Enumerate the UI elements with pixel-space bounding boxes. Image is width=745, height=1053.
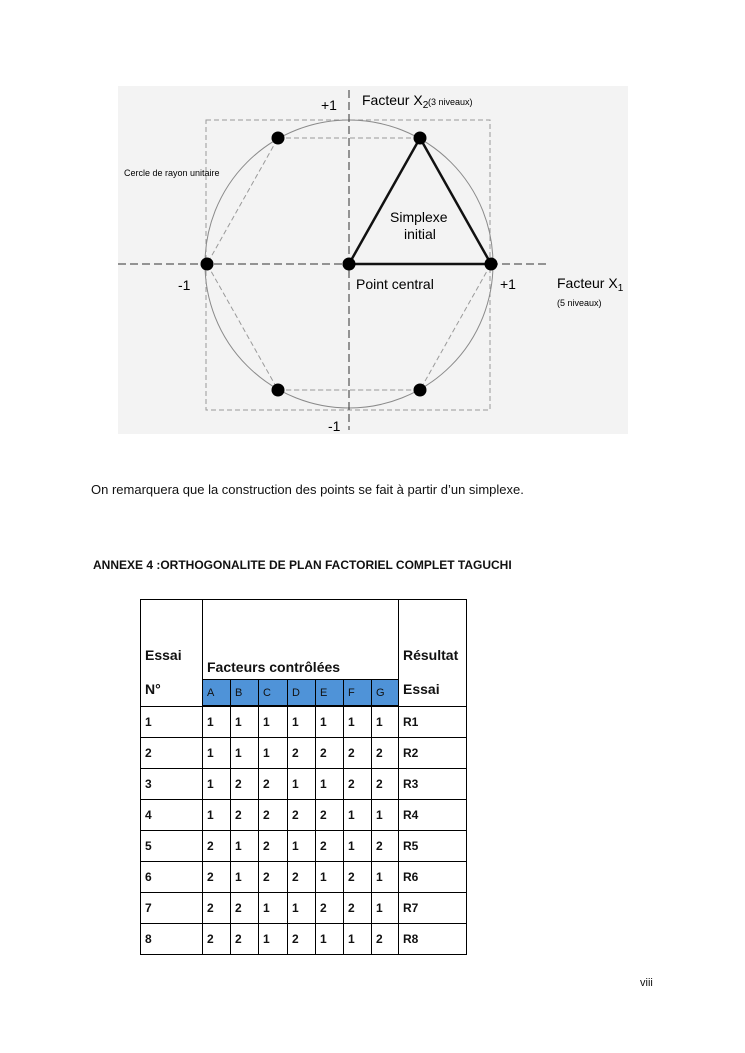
table-row	[141, 831, 467, 862]
result-cell: R2	[399, 738, 467, 769]
caption-text: On remarquera que la construction des points se fait à partir d’un simplexe.	[91, 482, 524, 497]
factor-level-cell: 2	[372, 738, 399, 769]
factor-level-cell: 2	[316, 831, 344, 862]
result-cell: R6	[399, 862, 467, 893]
factor-letter-cell: F	[344, 680, 372, 706]
factor-level-cell: 1	[344, 831, 372, 862]
factor-level-cell: 1	[203, 738, 231, 769]
point-right	[485, 258, 498, 271]
simplex-label-line2: initial	[404, 226, 436, 242]
factor-level-cell: 2	[203, 924, 231, 955]
essai-header-line1: Essai	[145, 647, 182, 663]
factor-level-cell: 2	[372, 831, 399, 862]
factor-level-cell: 1	[231, 707, 259, 738]
table-row	[141, 707, 467, 738]
factor-level-cell: 1	[316, 769, 344, 800]
table-row	[141, 893, 467, 924]
result-header-line2: Essai	[403, 681, 440, 697]
factor-level-cell: 1	[259, 893, 288, 924]
table-row	[141, 738, 467, 769]
y-axis-label: Facteur $X_2$	[362, 92, 429, 111]
factor-level-cell: 1	[372, 707, 399, 738]
factor-level-cell: 1	[344, 924, 372, 955]
simplex-label-line1: Simplexe	[390, 209, 448, 225]
factor-level-cell: 2	[259, 769, 288, 800]
point-top-left	[272, 132, 285, 145]
result-cell: R1	[399, 707, 467, 738]
factor-level-cell: 2	[288, 924, 316, 955]
factor-level-cell: 2	[231, 893, 259, 924]
point-bottom-right	[414, 384, 427, 397]
tick-minus1-bottom: -1	[328, 418, 341, 434]
table-row	[141, 769, 467, 800]
factor-level-cell: 1	[203, 707, 231, 738]
factor-level-cell: 2	[344, 769, 372, 800]
factor-level-cell: 1	[316, 924, 344, 955]
factor-letter-cell: B	[231, 680, 259, 706]
tick-plus1-right: +1	[500, 276, 516, 292]
factor-level-cell: 2	[288, 862, 316, 893]
factor-level-cell: 2	[372, 769, 399, 800]
result-cell: R4	[399, 800, 467, 831]
factor-letter-cell: D	[288, 680, 316, 706]
factor-letter-cell: G	[372, 680, 399, 706]
result-cell: R3	[399, 769, 467, 800]
factor-level-cell: 2	[372, 924, 399, 955]
factor-level-cell: 2	[316, 738, 344, 769]
table-row	[141, 924, 467, 955]
factor-level-cell: 2	[259, 800, 288, 831]
essai-header-line2: N°	[145, 681, 161, 697]
point-center	[343, 258, 356, 271]
factor-level-cell: 2	[203, 862, 231, 893]
essai-number-cell: 4	[141, 800, 203, 831]
factor-letter-cell: A	[203, 680, 231, 706]
factor-level-cell: 2	[316, 893, 344, 924]
factor-level-cell: 2	[259, 862, 288, 893]
essai-number-cell: 5	[141, 831, 203, 862]
x-axis-label: Facteur $X_1$	[557, 275, 624, 294]
factor-level-cell: 2	[259, 831, 288, 862]
factor-level-cell: 1	[372, 893, 399, 924]
factor-level-cell: 1	[259, 738, 288, 769]
factor-level-cell: 1	[203, 769, 231, 800]
factor-level-cell: 1	[316, 707, 344, 738]
x-axis-levels: (5 niveaux)	[557, 298, 602, 308]
factor-level-cell: 2	[344, 738, 372, 769]
factor-level-cell: 1	[344, 800, 372, 831]
page-number: viii	[640, 977, 653, 989]
point-left	[201, 258, 214, 271]
point-bottom-left	[272, 384, 285, 397]
result-header-line1: Résultat	[403, 647, 459, 663]
factor-level-cell: 1	[372, 862, 399, 893]
table-row	[141, 800, 467, 831]
header-row-top	[141, 600, 467, 680]
factor-level-cell: 1	[316, 862, 344, 893]
y-axis-levels: (3 niveaux)	[428, 97, 473, 107]
essai-number-cell: 8	[141, 924, 203, 955]
factor-level-cell: 1	[344, 707, 372, 738]
factors-header-cell: Facteurs contrôlées	[203, 600, 399, 680]
figure-background	[118, 86, 628, 434]
annex-heading: ANNEXE 4 :ORTHOGONALITE DE PLAN FACTORIEL COMPLET TAGUCHI	[93, 558, 512, 572]
factor-level-cell: 1	[259, 707, 288, 738]
taguchi-table	[140, 599, 467, 955]
essai-number-cell: 7	[141, 893, 203, 924]
factor-level-cell: 2	[344, 893, 372, 924]
center-label: Point central	[356, 276, 434, 292]
factor-level-cell: 2	[231, 924, 259, 955]
factor-letter-cell: C	[259, 680, 288, 706]
factor-level-cell: 2	[316, 800, 344, 831]
result-header-cell	[399, 600, 467, 707]
result-cell: R5	[399, 831, 467, 862]
factor-letter-cell: E	[316, 680, 344, 706]
tick-minus1-left: -1	[178, 277, 191, 293]
factor-level-cell: 1	[288, 893, 316, 924]
factor-level-cell: 2	[288, 800, 316, 831]
result-cell: R8	[399, 924, 467, 955]
factor-level-cell: 1	[288, 831, 316, 862]
point-top-right	[414, 132, 427, 145]
essai-number-cell: 2	[141, 738, 203, 769]
factor-level-cell: 1	[259, 924, 288, 955]
table-row	[141, 862, 467, 893]
factor-level-cell: 2	[231, 769, 259, 800]
factor-level-cell: 2	[231, 800, 259, 831]
factor-level-cell: 1	[231, 831, 259, 862]
doehlert-diagram	[118, 86, 628, 434]
factor-level-cell: 2	[203, 831, 231, 862]
essai-number-cell: 1	[141, 707, 203, 738]
factor-level-cell: 1	[231, 862, 259, 893]
factor-level-cell: 1	[372, 800, 399, 831]
tick-plus1-top: +1	[321, 97, 337, 113]
essai-header-cell	[141, 600, 203, 707]
circle-label: Cercle de rayon unitaire	[124, 168, 220, 178]
result-cell: R7	[399, 893, 467, 924]
essai-number-cell: 3	[141, 769, 203, 800]
factor-level-cell: 2	[288, 738, 316, 769]
factor-level-cell: 1	[288, 707, 316, 738]
factor-level-cell: 1	[203, 800, 231, 831]
table-body	[141, 600, 467, 955]
factor-level-cell: 1	[231, 738, 259, 769]
factor-level-cell: 1	[288, 769, 316, 800]
doehlert-figure	[118, 86, 628, 434]
essai-number-cell: 6	[141, 862, 203, 893]
factor-level-cell: 2	[203, 893, 231, 924]
factor-level-cell: 2	[344, 862, 372, 893]
